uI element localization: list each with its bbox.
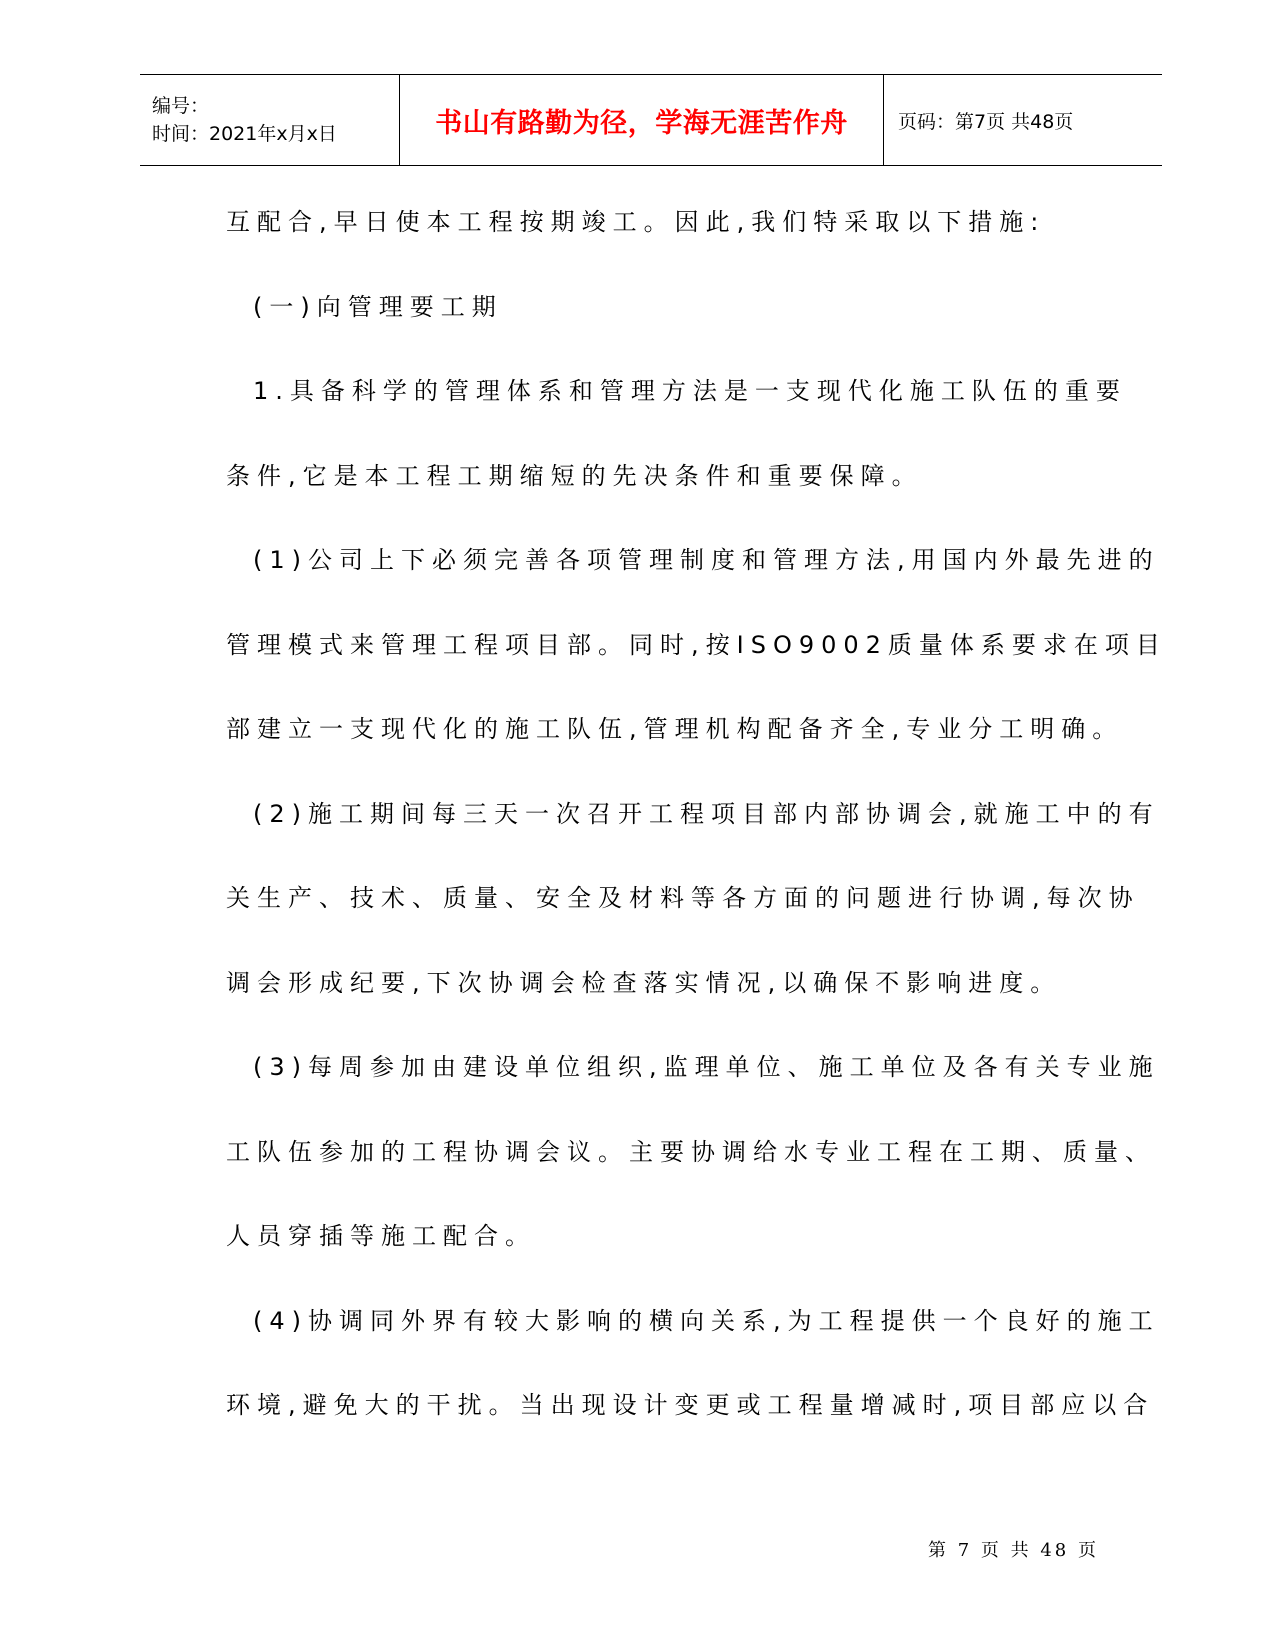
body-line: 关生产、技术、质量、安全及材料等各方面的问题进行协调,每次协 <box>226 884 1140 912</box>
document-number-label: 编号： <box>152 95 210 117</box>
document-time-label: 时间：2021年x月x日 <box>152 123 337 145</box>
section-heading: (一)向管理要工期 <box>253 292 503 321</box>
body-line: (3)每周参加由建设单位组织,监理单位、施工单位及各有关专业施 <box>253 1053 1160 1081</box>
body-line: (1)公司上下必须完善各项管理制度和管理方法,用国内外最先进的 <box>253 546 1160 574</box>
body-line: 管理模式来管理工程项目部。同时,按ISO9002质量体系要求在项目 <box>226 630 1167 659</box>
header-page-info: 页码：第7页 共48页 <box>898 110 1074 133</box>
body-line: 互配合,早日使本工程按期竣工。因此,我们特采取以下措施: <box>226 208 1046 236</box>
body-line: 1.具备科学的管理体系和管理方法是一支现代化施工队伍的重要 <box>253 377 1127 405</box>
document-body <box>226 180 1167 1448</box>
body-line: 环境,避免大的干扰。当出现设计变更或工程量增减时,项目部应以合 <box>226 1391 1155 1419</box>
page-header <box>140 74 1162 166</box>
body-line: (2)施工期间每三天一次召开工程项目部内部协调会,就施工中的有 <box>253 799 1160 828</box>
body-line: 工队伍参加的工程协调会议。主要协调给水专业工程在工期、质量、 <box>226 1137 1156 1166</box>
body-line: 人员穿插等施工配合。 <box>226 1222 536 1250</box>
page-footer: 第 7 页 共 48 页 <box>928 1540 1099 1561</box>
header-meta <box>140 75 400 165</box>
header-motto: 书山有路勤为径，学海无涯苦作舟 <box>400 75 884 165</box>
body-line: 条件,它是本工程工期缩短的先决条件和重要保障。 <box>226 461 923 490</box>
body-line: 调会形成纪要,下次协调会检查落实情况,以确保不影响进度。 <box>226 968 1062 997</box>
body-line: (4)协调同外界有较大影响的横向关系,为工程提供一个良好的施工 <box>253 1306 1160 1335</box>
body-line: 部建立一支现代化的施工队伍,管理机构配备齐全,专业分工明确。 <box>226 715 1124 743</box>
